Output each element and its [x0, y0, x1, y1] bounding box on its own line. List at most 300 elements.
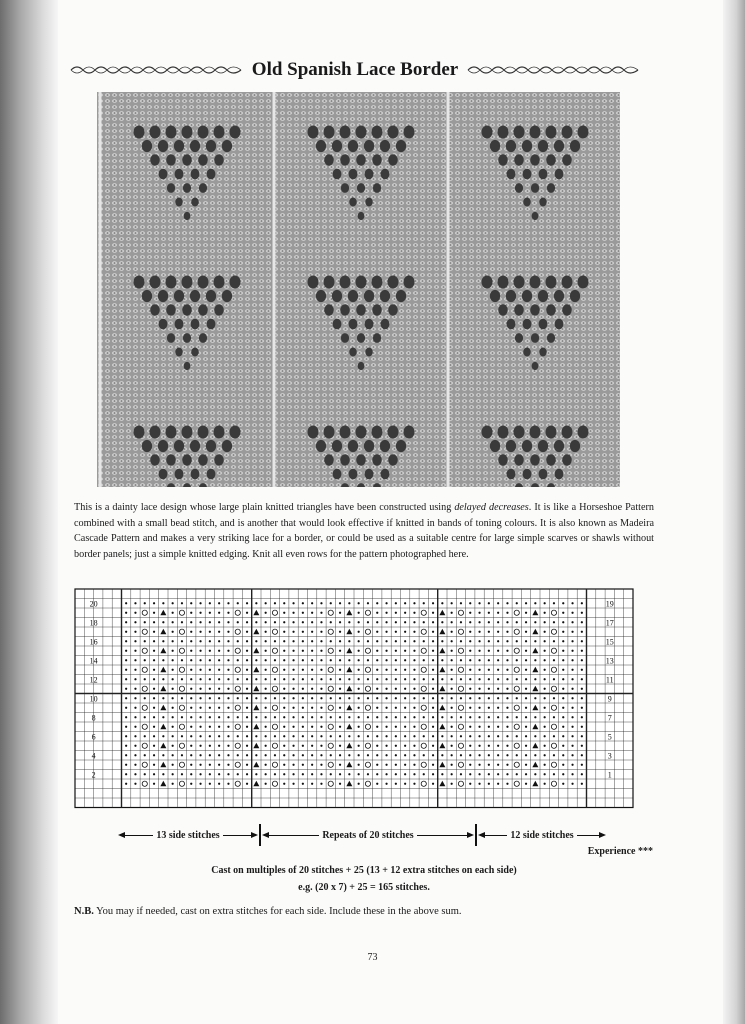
knit-symbol: [376, 754, 378, 756]
knit-symbol: [283, 602, 285, 604]
knit-symbol: [330, 678, 332, 680]
knit-symbol: [488, 726, 490, 728]
knit-symbol: [413, 602, 415, 604]
knit-symbol: [162, 678, 164, 680]
lace-hole: [167, 333, 175, 343]
knit-symbol: [134, 631, 136, 633]
knit-symbol: [413, 678, 415, 680]
knit-symbol: [246, 707, 248, 709]
knit-symbol: [283, 669, 285, 671]
knit-symbol: [571, 773, 573, 775]
knit-symbol: [255, 754, 257, 756]
knit-symbol: [125, 631, 127, 633]
knit-symbol: [246, 650, 248, 652]
knit-symbol: [292, 697, 294, 699]
knit-symbol: [302, 602, 304, 604]
knit-symbol: [516, 640, 518, 642]
knit-symbol: [283, 621, 285, 623]
knit-symbol: [265, 688, 267, 690]
side-left-indicator: [118, 828, 258, 842]
knit-symbol: [227, 678, 229, 680]
lace-hole: [332, 140, 342, 152]
repeat-indicator: [262, 828, 474, 842]
knit-symbol: [376, 621, 378, 623]
knit-symbol: [423, 697, 425, 699]
lace-hole: [324, 154, 334, 165]
knit-symbol: [134, 783, 136, 785]
knit-symbol: [451, 640, 453, 642]
knit-symbol: [209, 659, 211, 661]
knit-symbol: [478, 612, 480, 614]
lace-hole: [381, 469, 390, 480]
knit-symbol: [255, 735, 257, 737]
knit-symbol: [292, 773, 294, 775]
knit-symbol: [218, 735, 220, 737]
lace-hole: [308, 126, 319, 139]
lace-hole: [515, 183, 523, 193]
lace-hole: [570, 140, 580, 152]
row-number-left: 8: [91, 713, 96, 723]
lace-hole: [357, 333, 365, 343]
knit-symbol: [376, 678, 378, 680]
knit-symbol: [227, 764, 229, 766]
lace-hole: [365, 348, 373, 357]
knit-symbol: [478, 716, 480, 718]
knit-symbol: [302, 707, 304, 709]
knit-symbol: [302, 659, 304, 661]
knit-symbol: [172, 640, 174, 642]
knit-symbol: [339, 688, 341, 690]
lace-hole: [214, 454, 224, 465]
knit-symbol: [255, 659, 257, 661]
knit-symbol: [497, 688, 499, 690]
knit-symbol: [246, 783, 248, 785]
knit-symbol: [478, 745, 480, 747]
knit-symbol: [283, 697, 285, 699]
knit-symbol: [330, 735, 332, 737]
knit-symbol: [562, 726, 564, 728]
knit-symbol: [358, 735, 360, 737]
lace-hole: [396, 290, 406, 302]
knit-symbol: [172, 621, 174, 623]
lace-hole: [166, 426, 177, 439]
lace-hole: [546, 304, 556, 315]
lace-hole: [340, 426, 351, 439]
knit-symbol: [311, 764, 313, 766]
knit-symbol: [302, 640, 304, 642]
lace-hole: [230, 276, 241, 289]
knit-symbol: [265, 716, 267, 718]
lace-hole: [356, 426, 367, 439]
knit-symbol: [125, 669, 127, 671]
knit-symbol: [218, 773, 220, 775]
knit-symbol: [544, 726, 546, 728]
knit-symbol: [488, 697, 490, 699]
knit-symbol: [311, 669, 313, 671]
knit-symbol: [246, 773, 248, 775]
lace-hole: [388, 454, 398, 465]
knit-symbol: [144, 659, 146, 661]
knit-symbol: [311, 678, 313, 680]
lace-hole: [191, 319, 200, 330]
knit-symbol: [255, 621, 257, 623]
knit-symbol: [488, 754, 490, 756]
knit-symbol: [246, 697, 248, 699]
lace-hole: [388, 126, 399, 139]
lace-hole: [562, 426, 573, 439]
knit-symbol: [218, 612, 220, 614]
lace-hole: [182, 426, 193, 439]
lace-hole: [373, 183, 381, 193]
lace-hole: [167, 183, 175, 193]
knit-symbol: [218, 707, 220, 709]
knit-symbol: [376, 783, 378, 785]
knit-symbol: [181, 678, 183, 680]
knit-symbol: [339, 640, 341, 642]
knit-symbol: [227, 735, 229, 737]
lace-hole: [380, 140, 390, 152]
knit-symbol: [525, 650, 527, 652]
knit-symbol: [144, 773, 146, 775]
knit-symbol: [404, 631, 406, 633]
lace-hole: [498, 304, 508, 315]
lace-hole: [175, 348, 183, 357]
knit-symbol: [488, 621, 490, 623]
knit-symbol: [339, 697, 341, 699]
knit-symbol: [385, 773, 387, 775]
knit-symbol: [339, 612, 341, 614]
knit-symbol: [190, 697, 192, 699]
knit-symbol: [330, 716, 332, 718]
knit-symbol: [525, 621, 527, 623]
arrow-right-icon: [599, 832, 606, 838]
knit-symbol: [199, 621, 201, 623]
knit-symbol: [209, 707, 211, 709]
lace-hole: [308, 276, 319, 289]
knit-symbol: [144, 754, 146, 756]
knit-symbol: [469, 688, 471, 690]
lace-hole: [539, 169, 548, 180]
knit-symbol: [199, 754, 201, 756]
knit-symbol: [283, 707, 285, 709]
knit-symbol: [478, 754, 480, 756]
lace-hole: [539, 348, 547, 357]
knit-symbol: [190, 726, 192, 728]
lace-hole: [372, 304, 382, 315]
knit-symbol: [460, 678, 462, 680]
knit-symbol: [190, 735, 192, 737]
knit-symbol: [330, 602, 332, 604]
knit-symbol: [534, 659, 536, 661]
knit-symbol: [581, 745, 583, 747]
knit-symbol: [571, 735, 573, 737]
lace-texture: [97, 92, 620, 487]
knit-symbol: [134, 716, 136, 718]
row-number-right: 1: [607, 770, 612, 780]
knit-symbol: [581, 783, 583, 785]
knit-symbol: [525, 773, 527, 775]
knit-symbol: [190, 764, 192, 766]
knit-symbol: [404, 669, 406, 671]
knit-symbol: [358, 602, 360, 604]
knit-symbol: [385, 602, 387, 604]
lace-hole: [372, 276, 383, 289]
knit-symbol: [404, 754, 406, 756]
knit-symbol: [227, 650, 229, 652]
lace-hole: [514, 126, 525, 139]
knit-symbol: [460, 697, 462, 699]
knit-symbol: [246, 659, 248, 661]
knit-symbol: [153, 773, 155, 775]
knit-symbol: [404, 735, 406, 737]
knit-symbol: [265, 621, 267, 623]
knit-symbol: [469, 716, 471, 718]
knit-symbol: [469, 697, 471, 699]
knit-symbol: [302, 678, 304, 680]
knit-symbol: [330, 621, 332, 623]
knit-symbol: [144, 602, 146, 604]
lace-hole: [530, 426, 541, 439]
knit-symbol: [134, 688, 136, 690]
lace-hole: [333, 319, 342, 330]
knit-symbol: [571, 640, 573, 642]
lace-hole: [482, 276, 493, 289]
lace-hole: [150, 126, 161, 139]
lace-hole: [380, 290, 390, 302]
knit-symbol: [209, 621, 211, 623]
knit-symbol: [451, 669, 453, 671]
knit-symbol: [218, 745, 220, 747]
lace-hole: [373, 333, 381, 343]
knit-symbol: [227, 621, 229, 623]
knit-symbol: [134, 726, 136, 728]
knit-symbol: [432, 602, 434, 604]
lace-hole: [142, 140, 152, 152]
lace-hole: [546, 426, 557, 439]
knit-symbol: [571, 754, 573, 756]
lace-hole: [539, 198, 547, 207]
knit-symbol: [172, 659, 174, 661]
knit-symbol: [134, 621, 136, 623]
knit-symbol: [162, 773, 164, 775]
knit-symbol: [404, 659, 406, 661]
knit-symbol: [134, 773, 136, 775]
knit-symbol: [125, 764, 127, 766]
knit-symbol: [478, 764, 480, 766]
lace-hole: [348, 290, 358, 302]
knit-symbol: [172, 773, 174, 775]
page-number: 73: [367, 952, 378, 963]
knit-symbol: [227, 726, 229, 728]
knit-symbol: [469, 707, 471, 709]
knit-symbol: [525, 640, 527, 642]
knit-symbol: [339, 716, 341, 718]
knit-symbol: [506, 707, 508, 709]
knit-symbol: [404, 773, 406, 775]
knit-symbol: [525, 612, 527, 614]
lace-hole: [333, 469, 342, 480]
knit-symbol: [283, 783, 285, 785]
knit-symbol: [571, 659, 573, 661]
knit-symbol: [469, 678, 471, 680]
knit-symbol: [227, 745, 229, 747]
knit-symbol: [339, 650, 341, 652]
knit-symbol: [172, 650, 174, 652]
knit-symbol: [553, 621, 555, 623]
knit-symbol: [125, 697, 127, 699]
lace-hole: [222, 290, 232, 302]
knit-symbol: [209, 716, 211, 718]
knit-symbol: [199, 735, 201, 737]
knit-symbol: [153, 754, 155, 756]
knit-symbol: [451, 726, 453, 728]
knit-symbol: [311, 783, 313, 785]
lace-hole: [562, 126, 573, 139]
knit-symbol: [395, 764, 397, 766]
knit-symbol: [320, 640, 322, 642]
knit-symbol: [283, 764, 285, 766]
knit-symbol: [581, 754, 583, 756]
knit-symbol: [311, 716, 313, 718]
lace-hole: [324, 426, 335, 439]
lace-hole: [364, 440, 374, 452]
knit-symbol: [283, 716, 285, 718]
knit-symbol: [292, 783, 294, 785]
knit-symbol: [469, 640, 471, 642]
knit-symbol: [162, 659, 164, 661]
lace-hole: [358, 362, 365, 370]
knit-symbol: [506, 640, 508, 642]
knit-symbol: [404, 745, 406, 747]
knit-symbol: [190, 688, 192, 690]
knit-symbol: [376, 640, 378, 642]
knit-symbol: [330, 659, 332, 661]
lace-hole: [150, 154, 160, 165]
knit-symbol: [246, 640, 248, 642]
knit-symbol: [562, 640, 564, 642]
knit-symbol: [395, 754, 397, 756]
knit-symbol: [525, 764, 527, 766]
knit-symbol: [209, 669, 211, 671]
knit-symbol: [190, 631, 192, 633]
knit-symbol: [525, 754, 527, 756]
knit-symbol: [209, 650, 211, 652]
knit-symbol: [432, 631, 434, 633]
knit-symbol: [404, 640, 406, 642]
lace-hole: [490, 290, 500, 302]
lace-hole: [578, 276, 589, 289]
knit-symbol: [395, 678, 397, 680]
knit-symbol: [283, 754, 285, 756]
knit-symbol: [488, 678, 490, 680]
knit-symbol: [469, 764, 471, 766]
knit-symbol: [395, 612, 397, 614]
knit-symbol: [534, 697, 536, 699]
knit-symbol: [478, 735, 480, 737]
knit-symbol: [534, 716, 536, 718]
lace-hole: [522, 290, 532, 302]
knit-symbol: [376, 735, 378, 737]
knit-symbol: [432, 640, 434, 642]
knit-symbol: [237, 640, 239, 642]
knit-symbol: [302, 621, 304, 623]
knit-symbol: [209, 640, 211, 642]
lace-hole: [523, 198, 531, 207]
lace-hole: [356, 276, 367, 289]
knit-symbol: [190, 650, 192, 652]
knit-symbol: [562, 707, 564, 709]
row-number-right: 13: [605, 656, 614, 666]
lace-hole: [482, 126, 493, 139]
knit-symbol: [534, 602, 536, 604]
knit-symbol: [488, 612, 490, 614]
knit-symbol: [302, 631, 304, 633]
knit-symbol: [358, 773, 360, 775]
knit-symbol: [395, 640, 397, 642]
knit-symbol: [534, 640, 536, 642]
knit-symbol: [432, 773, 434, 775]
knit-symbol: [358, 716, 360, 718]
knit-symbol: [525, 602, 527, 604]
arrow-right-icon: [251, 832, 258, 838]
knit-symbol: [162, 640, 164, 642]
lace-hole: [324, 126, 335, 139]
knit-symbol: [413, 735, 415, 737]
knit-symbol: [488, 669, 490, 671]
arrow-left-icon: [118, 832, 125, 838]
knit-symbol: [441, 659, 443, 661]
knit-symbol: [162, 754, 164, 756]
lace-hole: [142, 440, 152, 452]
knit-symbol: [218, 621, 220, 623]
lace-hole: [514, 454, 524, 465]
knit-symbol: [478, 783, 480, 785]
knit-symbol: [190, 754, 192, 756]
knit-symbol: [227, 688, 229, 690]
knit-symbol: [218, 669, 220, 671]
knit-symbol: [469, 783, 471, 785]
lace-hole: [506, 140, 516, 152]
knit-symbol: [292, 621, 294, 623]
lace-hole: [166, 454, 176, 465]
knit-symbol: [525, 688, 527, 690]
lace-hole: [562, 454, 572, 465]
lace-hole: [166, 154, 176, 165]
lace-hole: [356, 126, 367, 139]
knit-symbol: [246, 688, 248, 690]
knit-symbol: [153, 688, 155, 690]
knit-symbol: [246, 745, 248, 747]
lace-hole: [349, 169, 358, 180]
lace-hole: [530, 154, 540, 165]
knit-symbol: [562, 783, 564, 785]
knit-symbol: [488, 764, 490, 766]
knit-symbol: [497, 754, 499, 756]
side-right-label: 12 side stitches: [510, 829, 574, 841]
lace-hole: [316, 290, 326, 302]
lace-hole: [166, 304, 176, 315]
knit-symbol: [125, 726, 127, 728]
lace-hole: [158, 140, 168, 152]
lace-hole: [365, 198, 373, 207]
lace-hole: [340, 276, 351, 289]
lace-hole: [174, 290, 184, 302]
knit-symbol: [153, 735, 155, 737]
knit-symbol: [283, 659, 285, 661]
knit-symbol: [404, 650, 406, 652]
knit-symbol: [562, 735, 564, 737]
knit-symbol: [488, 773, 490, 775]
